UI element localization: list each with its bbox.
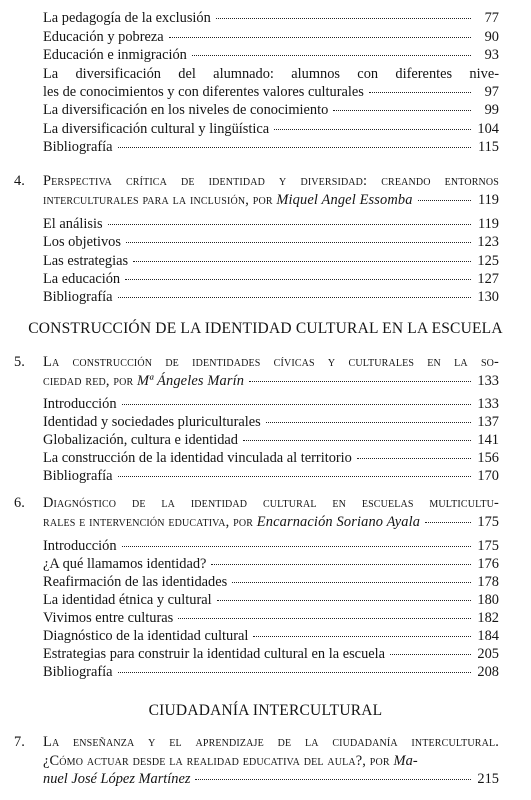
chapter-title-line2 [43,192,413,209]
leader-dots [118,475,471,477]
entry-page: 180 [477,592,499,608]
leader-dots [243,439,471,441]
chapter-number: 4. [14,173,25,189]
entry-page: 123 [477,234,499,250]
entry-page: 104 [477,121,499,137]
entry-title: Bibliografía [43,139,113,155]
chapter-entry[interactable] [43,514,499,531]
leader-dots [118,671,471,673]
entry-page: 205 [477,646,499,662]
leader-dots [133,260,471,262]
leader-dots [369,91,471,93]
toc-entry[interactable] [43,468,499,485]
entry-title: Globalización, cultura e identidad [43,432,238,448]
entry-title: Las estrategias [43,253,129,269]
entry-page: 90 [484,29,499,45]
chapter-title-line2[interactable] [43,753,499,770]
toc-entry[interactable] [43,610,499,627]
toc-entry[interactable] [43,47,499,64]
chapter-author: Miquel Angel Essomba [276,192,413,208]
entry-page: 178 [477,574,499,590]
chapter-number: 7. [14,734,25,750]
toc-entry[interactable] [43,574,499,591]
toc-entry[interactable] [43,664,499,681]
chapter-title-line1[interactable]: La enseñanza y el aprendizaje de la ciudadanía intercultural. [43,734,499,750]
toc-entry[interactable] [43,646,499,663]
entry-page: 127 [477,271,499,287]
entry-page: 182 [477,610,499,626]
leader-dots [333,109,471,111]
toc-entry[interactable] [43,29,499,46]
chapter-author: Ma- [393,753,418,769]
toc-entry[interactable] [43,10,499,27]
leader-dots [249,380,471,382]
leader-dots [108,223,471,225]
toc-entry[interactable] [43,234,499,251]
entry-page: 97 [484,84,499,100]
entry-page: 137 [477,414,499,430]
toc-entry[interactable] [43,271,499,288]
entry-title: Educación y pobreza [43,29,164,45]
chapter-title-text: interculturales para la inclusión, por [43,192,273,208]
chapter-entry[interactable] [43,373,499,390]
entry-title: La construcción de la identidad vinculada al territorio [43,450,352,466]
chapter-page: 175 [477,514,499,530]
leader-dots [216,17,471,19]
leader-dots [125,278,471,280]
leader-dots [274,128,471,130]
entry-page: 77 [484,10,499,26]
toc-entry[interactable] [43,84,499,101]
toc-entry[interactable] [43,121,499,138]
leader-dots [266,421,471,423]
chapter-title-line1[interactable]: Diagnóstico de la identidad cultural en escuelas multicultu- [43,495,499,511]
chapter-title-text: ciedad red, por [43,373,134,389]
chapter-title-line2 [43,514,420,531]
entry-title: Los objetivos [43,234,121,250]
toc-entry[interactable] [43,102,499,119]
toc-entry[interactable] [43,538,499,555]
toc-entry[interactable] [43,289,499,306]
chapter-title-line1[interactable]: La construcción de identidades cívicas y culturales en la so- [43,354,499,370]
entry-page: 156 [477,450,499,466]
chapter-entry[interactable] [43,771,499,788]
leader-dots [418,199,471,201]
leader-dots [169,36,471,38]
entry-title: La educación [43,271,121,287]
leader-dots [425,521,471,523]
chapter-title-line1[interactable]: Perspectiva crítica de identidad y diversidad: creando entornos [43,173,499,189]
entry-title: Estrategias para construir la identidad cultural en la escuela [43,646,386,662]
toc-entry[interactable] [43,139,499,156]
leader-dots [122,545,471,547]
entry-page: 125 [477,253,499,269]
leader-dots [211,563,471,565]
entry-page: 175 [477,538,499,554]
entry-title: les de conocimientos y con diferentes valores culturales [43,84,364,100]
entry-title: Bibliografía [43,664,113,680]
chapter-title-text: ¿Cómo actuar desde la realidad educativa del aula?, por [43,753,390,769]
chapter-page: 215 [477,771,499,787]
toc-entry[interactable] [43,628,499,645]
entry-page: 133 [477,396,499,412]
toc-entry[interactable] [43,253,499,270]
chapter-entry[interactable] [43,192,499,209]
leader-dots [232,581,471,583]
section-heading: CONSTRUCCIÓN DE LA IDENTIDAD CULTURAL EN LA ESCUELA [28,320,503,337]
entry-title: La diversificación cultural y lingüística [43,121,270,137]
entry-page: 119 [477,216,499,232]
leader-dots [195,778,471,780]
leader-dots [390,653,471,655]
entry-title: Diagnóstico de la identidad cultural [43,628,249,644]
entry-title: Bibliografía [43,468,113,484]
entry-page: 170 [477,468,499,484]
toc-entry[interactable] [43,450,499,467]
entry-title: El análisis [43,216,103,232]
toc-entry[interactable] [43,592,499,609]
leader-dots [357,457,471,459]
entry-title: Bibliografía [43,289,113,305]
chapter-title-text: rales e intervención educativa, por [43,514,254,530]
entry-title: Introducción [43,396,117,412]
entry-title: La diversificación en los niveles de conocimiento [43,102,329,118]
chapter-title-line2 [43,373,244,390]
leader-dots [253,635,471,637]
chapter-author: Mª Ángeles Marín [137,373,245,389]
chapter-number: 6. [14,495,25,511]
entry-page: 99 [484,102,499,118]
chapter-number: 5. [14,354,25,370]
entry-title: Introducción [43,538,117,554]
toc-entry[interactable] [43,216,499,233]
leader-dots [118,146,471,148]
chapter-page: 119 [477,192,499,208]
toc-entry[interactable] [43,414,499,431]
entry-title: Educación e inmigración [43,47,187,63]
entry-page: 93 [484,47,499,63]
leader-dots [118,296,471,298]
entry-title: La pedagogía de la exclusión [43,10,211,26]
entry-title: Identidad y sociedades pluriculturales [43,414,261,430]
leader-dots [126,241,471,243]
chapter-author: nuel José López Martínez [43,771,191,787]
chapter-author: Encarnación Soriano Ayala [256,514,421,530]
leader-dots [122,403,471,405]
entry-title: Reafirmación de las identidades [43,574,228,590]
entry-title: La identidad étnica y cultural [43,592,212,608]
entry-page: 115 [477,139,499,155]
chapter-page: 133 [477,373,499,389]
entry-page: 176 [477,556,499,572]
section-heading: CIUDADANÍA INTERCULTURAL [148,702,383,719]
entry-title-line1[interactable]: La diversificación del alumnado: alumnos con diferentes nive- [43,66,499,82]
entry-page: 184 [477,628,499,644]
toc-entry[interactable] [43,432,499,449]
toc-entry[interactable] [43,396,499,413]
entry-title: Vivimos entre culturas [43,610,174,626]
entry-page: 208 [477,664,499,680]
leader-dots [192,54,471,56]
entry-title: ¿A qué llamamos identidad? [43,556,207,572]
entry-page: 130 [477,289,499,305]
entry-page: 141 [477,432,499,448]
leader-dots [217,599,471,601]
toc-entry[interactable] [43,556,499,573]
leader-dots [178,617,471,619]
